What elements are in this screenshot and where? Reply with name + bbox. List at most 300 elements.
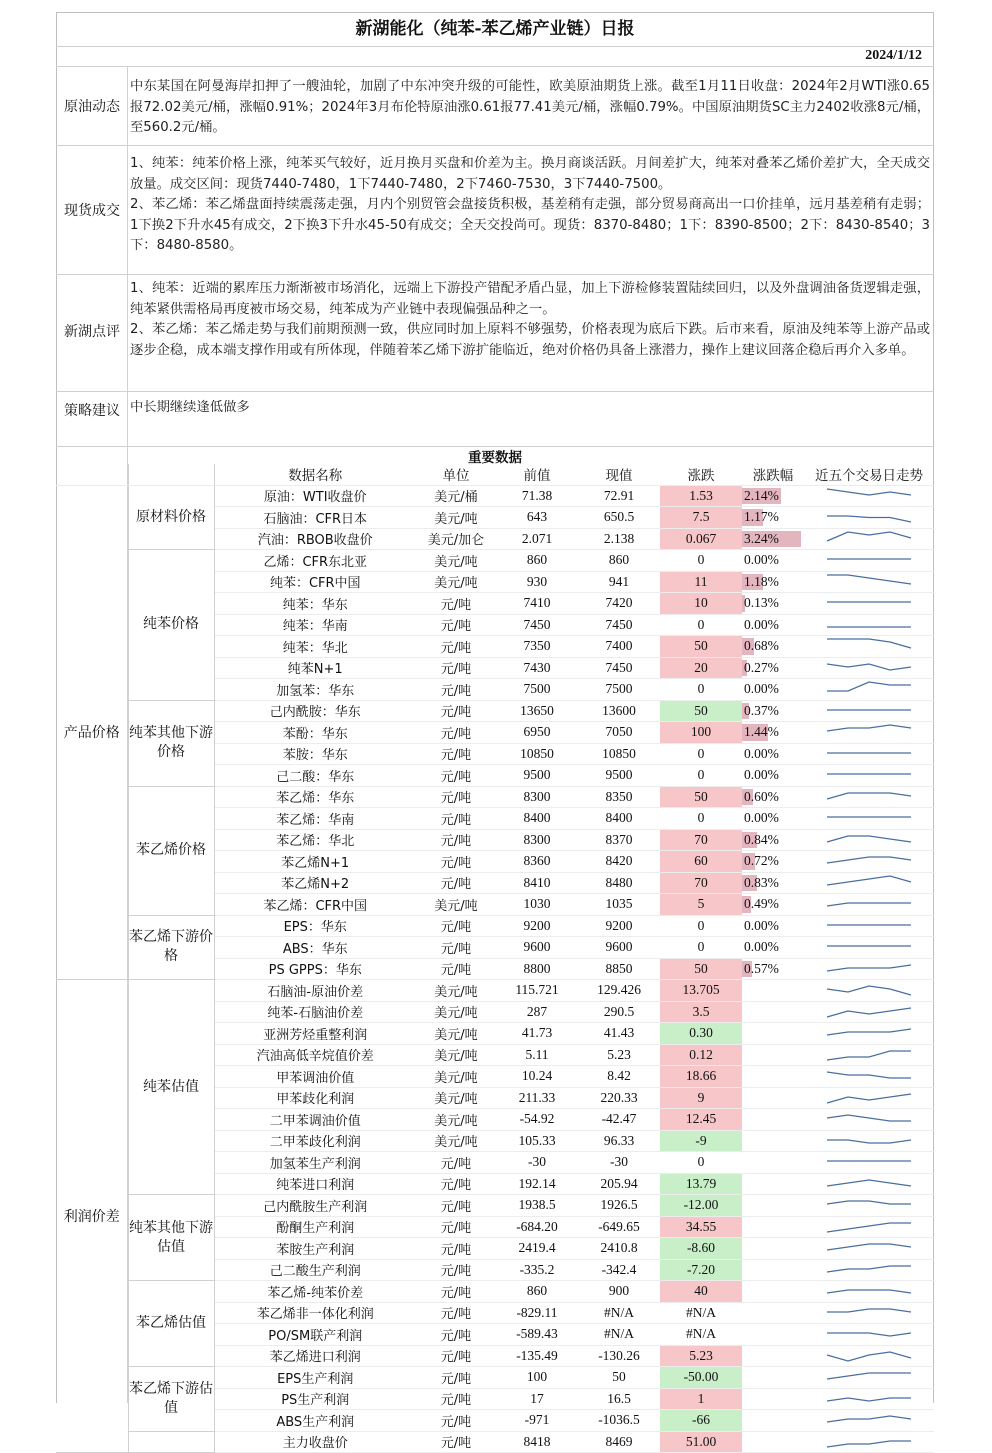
percent-text: 1.44% (744, 724, 779, 740)
sparkline (821, 530, 917, 548)
change-percent (742, 593, 804, 615)
sparkline (821, 594, 917, 612)
trend-cell (804, 958, 934, 980)
change-value: 20 (660, 657, 742, 679)
item-name: 苯乙烯：华南 (214, 808, 416, 830)
change-percent (742, 872, 804, 894)
change-value: 0 (660, 808, 742, 830)
item-name: 苯乙烯-纯苯价差 (214, 1281, 416, 1303)
percent-text: 0.60% (744, 788, 779, 804)
prev-value: 7500 (496, 679, 578, 701)
trend-cell (804, 786, 934, 808)
trend-cell (804, 1367, 934, 1389)
item-unit: 美元/吨 (416, 1044, 496, 1066)
current-value: 7400 (578, 636, 660, 658)
header-cell: 现值 (578, 464, 660, 485)
change-value: 60 (660, 851, 742, 873)
item-unit: 元/吨 (416, 743, 496, 765)
item-name: 己内酰胺生产利润 (214, 1195, 416, 1217)
change-percent (742, 765, 804, 787)
item-unit: 美元/桶 (416, 485, 496, 507)
percent-text: 1.17% (744, 509, 779, 525)
item-name: 苯胺生产利润 (214, 1238, 416, 1260)
item-name: 苯胺：华东 (214, 743, 416, 765)
prev-value: 8300 (496, 829, 578, 851)
sparkline (821, 1433, 917, 1451)
item-name: 甲苯调油价值 (214, 1066, 416, 1088)
section-paragraph: 1、纯苯：近端的累库压力渐渐被市场消化，远端上下游投产错配矛盾凸显，加上下游检修装置陆续回归，以及外盘调油备货逻辑走强，纯苯紧供需格局再度被市场交易，纯苯成为产业链中表现偏强品种之一。 (130, 281, 930, 317)
subcategory-label: 纯苯其他下游估值 (128, 1195, 214, 1281)
current-value: 9600 (578, 937, 660, 959)
current-value: 2410.8 (578, 1238, 660, 1260)
change-value: 0.067 (660, 528, 742, 550)
prev-value: 1030 (496, 894, 578, 916)
section-paragraph: 2、苯乙烯：苯乙烯走势与我们前期预测一致，供应同时加上原料不够强势，价格表现为底后下跌。后市来看，原油及纯苯等上游产品或逐步企稳，成本端支撑作用或有所体现，伴随着苯乙烯下游扩能临近，绝对价格仍具备上涨潜力，操作上建议回落企稳后再介入多单。 (130, 322, 930, 358)
table-row (56, 915, 934, 937)
section-paragraph: 中东某国在阿曼海岸扣押了一艘油轮，加剧了中东冲突升级的可能性，欧美原油期货上涨。截至1月11日收盘：2024年2月WTI涨0.65报72.02美元/桶，涨幅0.91%；2024年3月布伦特原油涨0.61报77.41美元/桶，涨幅0.79%。中国原油期货SC主力2402收涨8元/桶，至560.2元/桶。 (130, 79, 930, 135)
item-name: 酚酮生产利润 (214, 1216, 416, 1238)
prev-value: 10850 (496, 743, 578, 765)
change-value: -66 (660, 1410, 742, 1432)
trend-cell (804, 1324, 934, 1346)
change-percent (742, 1087, 804, 1109)
item-name: 纯苯：华南 (214, 614, 416, 636)
item-name: 主力收盘价 (214, 1431, 416, 1453)
sparkline (821, 1153, 917, 1171)
trend-cell (804, 894, 934, 916)
prev-value: 13650 (496, 700, 578, 722)
subcategory-label: 原材料价格 (128, 485, 214, 550)
sparkline (821, 1282, 917, 1300)
change-value: -9 (660, 1130, 742, 1152)
item-unit: 美元/吨 (416, 1130, 496, 1152)
prev-value: 192.14 (496, 1173, 578, 1195)
item-name: 石脑油：CFR日本 (214, 507, 416, 529)
item-name: 石脑油-原油价差 (214, 980, 416, 1002)
trend-cell (804, 1023, 934, 1045)
sparkline (821, 1196, 917, 1214)
item-unit: 美元/吨 (416, 507, 496, 529)
current-value: 7050 (578, 722, 660, 744)
item-unit: 美元/吨 (416, 980, 496, 1002)
category-label: 利润价差 (56, 980, 128, 1453)
prev-value: 2419.4 (496, 1238, 578, 1260)
current-value: 8400 (578, 808, 660, 830)
current-value: 650.5 (578, 507, 660, 529)
change-percent (742, 1367, 804, 1389)
header-cell: 单位 (416, 464, 496, 485)
section-strategy (56, 391, 934, 447)
sparkline-path (827, 1244, 911, 1250)
current-value: 941 (578, 571, 660, 593)
prev-value: 9600 (496, 937, 578, 959)
trend-cell (804, 1388, 934, 1410)
item-unit: 美元/吨 (416, 1001, 496, 1023)
change-value: 100 (660, 722, 742, 744)
change-value: 50 (660, 700, 742, 722)
trend-cell (804, 1195, 934, 1217)
percent-text: 3.24% (744, 530, 779, 546)
item-unit: 美元/吨 (416, 1023, 496, 1045)
trend-cell (804, 636, 934, 658)
sparkline-path (827, 836, 911, 842)
current-value: #N/A (578, 1324, 660, 1346)
change-value: #N/A (660, 1302, 742, 1324)
sparkline (821, 788, 917, 806)
sparkline-path (827, 857, 911, 863)
trend-cell (804, 1302, 934, 1324)
percent-text: 1.18% (744, 573, 779, 589)
sparkline-path (827, 1290, 911, 1293)
prev-value: -30 (496, 1152, 578, 1174)
change-value: 0 (660, 550, 742, 572)
prev-value: 105.33 (496, 1130, 578, 1152)
item-name: PS生产利润 (214, 1388, 416, 1410)
prev-value: 9200 (496, 915, 578, 937)
section-crude (56, 66, 934, 145)
item-name: 二甲苯调油价值 (214, 1109, 416, 1131)
prev-value: -589.43 (496, 1324, 578, 1346)
trend-cell (804, 1152, 934, 1174)
table-row (56, 700, 934, 722)
percent-text: 0.00% (744, 552, 779, 568)
current-value: 7450 (578, 657, 660, 679)
current-value: #N/A (578, 1302, 660, 1324)
important-data-title: 重要数据 (468, 450, 522, 466)
change-value: 3.5 (660, 1001, 742, 1023)
table-row (56, 1431, 934, 1453)
sparkline (821, 809, 917, 827)
trend-cell (804, 829, 934, 851)
item-unit: 元/吨 (416, 1367, 496, 1389)
sparkline (821, 680, 917, 698)
item-unit: 元/吨 (416, 872, 496, 894)
prev-value: 1938.5 (496, 1195, 578, 1217)
header-blank (56, 464, 128, 485)
percent-text: 0.00% (744, 616, 779, 632)
header-cell: 涨跌幅 (742, 464, 804, 485)
current-value: -342.4 (578, 1259, 660, 1281)
trend-cell (804, 550, 934, 572)
change-value: 12.45 (660, 1109, 742, 1131)
prev-value: 7450 (496, 614, 578, 636)
current-value: 129.426 (578, 980, 660, 1002)
change-percent (742, 657, 804, 679)
percent-text: 0.83% (744, 874, 779, 890)
item-name: 加氢苯生产利润 (214, 1152, 416, 1174)
table-row (56, 485, 934, 507)
item-name: 苯乙烯进口利润 (214, 1345, 416, 1367)
header-blank (128, 464, 214, 485)
item-name: 苯乙烯N+2 (214, 872, 416, 894)
current-value: 10850 (578, 743, 660, 765)
prev-value: 9500 (496, 765, 578, 787)
sparkline (821, 895, 917, 913)
subcategory-label: 苯乙烯估值 (128, 1281, 214, 1367)
sparkline (821, 1390, 917, 1408)
change-value: 13.705 (660, 980, 742, 1002)
sparkline (821, 487, 917, 505)
trend-cell (804, 937, 934, 959)
percent-text: 0.72% (744, 853, 779, 869)
sparkline-path (827, 1352, 911, 1361)
item-name: PS GPPS：华东 (214, 958, 416, 980)
item-name: 纯苯进口利润 (214, 1173, 416, 1195)
change-percent (742, 550, 804, 572)
item-unit: 元/吨 (416, 636, 496, 658)
current-value: 41.43 (578, 1023, 660, 1045)
sparkline-path (827, 1333, 911, 1336)
trend-cell (804, 1173, 934, 1195)
change-percent (742, 636, 804, 658)
current-value: 220.33 (578, 1087, 660, 1109)
current-value: 96.33 (578, 1130, 660, 1152)
subcategory-label: 纯苯其他下游价格 (128, 700, 214, 786)
sparkline (821, 981, 917, 999)
item-unit: 元/吨 (416, 786, 496, 808)
sparkline (821, 723, 917, 741)
current-value: -130.26 (578, 1345, 660, 1367)
item-name: 苯乙烯：CFR中国 (214, 894, 416, 916)
item-name: 苯乙烯非一体化利润 (214, 1302, 416, 1324)
important-data-table (56, 464, 934, 1453)
item-name: 苯乙烯N+1 (214, 851, 416, 873)
category-label: 产品价格 (56, 485, 128, 980)
item-name: PO/SM联产利润 (214, 1324, 416, 1346)
item-unit: 元/吨 (416, 1410, 496, 1432)
change-value: 1 (660, 1388, 742, 1410)
sparkline (821, 917, 917, 935)
sparkline-path (827, 1266, 911, 1272)
sparkline (821, 1175, 917, 1193)
change-percent (742, 528, 804, 550)
change-percent (742, 1410, 804, 1432)
sparkline-path (827, 725, 911, 731)
trend-cell (804, 722, 934, 744)
section-paragraph: 中长期继续逢低做多 (130, 400, 250, 415)
percent-text: 0.68% (744, 638, 779, 654)
change-percent (742, 571, 804, 593)
change-value: 0.12 (660, 1044, 742, 1066)
item-unit: 元/吨 (416, 937, 496, 959)
prev-value: -829.11 (496, 1302, 578, 1324)
change-value: 0 (660, 1152, 742, 1174)
item-name: 原油：WTI收盘价 (214, 485, 416, 507)
sparkline-path (827, 793, 911, 799)
trend-cell (804, 1345, 934, 1367)
sparkline (821, 1368, 917, 1386)
change-value: 0 (660, 679, 742, 701)
change-value: 51.00 (660, 1431, 742, 1453)
prev-value: 7350 (496, 636, 578, 658)
trend-cell (804, 808, 934, 830)
change-value: 0 (660, 765, 742, 787)
subcategory-label: 苯乙烯下游估值 (128, 1367, 214, 1432)
percent-text: 0.13% (744, 595, 779, 611)
prev-value: 17 (496, 1388, 578, 1410)
report-date: 2024/1/12 (865, 48, 922, 63)
change-percent (742, 1259, 804, 1281)
percent-text: 0.00% (744, 939, 779, 955)
trend-cell (804, 1044, 934, 1066)
change-percent (742, 679, 804, 701)
percent-text: 0.27% (744, 659, 779, 675)
item-unit: 元/吨 (416, 700, 496, 722)
item-unit: 元/吨 (416, 1388, 496, 1410)
section-text (130, 398, 930, 419)
prev-value: -971 (496, 1410, 578, 1432)
change-value: 9 (660, 1087, 742, 1109)
change-value: -7.20 (660, 1259, 742, 1281)
change-value: 18.66 (660, 1066, 742, 1088)
trend-cell (804, 1410, 934, 1432)
current-value: 1926.5 (578, 1195, 660, 1217)
change-percent (742, 1023, 804, 1045)
item-unit: 元/吨 (416, 1281, 496, 1303)
item-unit: 元/吨 (416, 958, 496, 980)
item-name: ABS生产利润 (214, 1410, 416, 1432)
change-percent (742, 507, 804, 529)
change-value: #N/A (660, 1324, 742, 1346)
sparkline (821, 745, 917, 763)
trend-cell (804, 872, 934, 894)
current-value: 7500 (578, 679, 660, 701)
sparkline (821, 1132, 917, 1150)
trend-cell (804, 700, 934, 722)
change-percent (742, 1431, 804, 1453)
sparkline-path (827, 1094, 911, 1103)
current-value: 7420 (578, 593, 660, 615)
change-percent (742, 1238, 804, 1260)
section-label: 新湖点评 (64, 324, 120, 340)
item-name: 己二酸：华东 (214, 765, 416, 787)
item-unit: 元/吨 (416, 1302, 496, 1324)
current-value: -649.65 (578, 1216, 660, 1238)
item-name: 纯苯-石脑油价差 (214, 1001, 416, 1023)
prev-value: 8410 (496, 872, 578, 894)
change-percent (742, 1302, 804, 1324)
sparkline-path (827, 1441, 911, 1447)
change-percent (742, 1388, 804, 1410)
percent-text: 0.00% (744, 681, 779, 697)
sparkline (821, 1239, 917, 1257)
change-value: 5 (660, 894, 742, 916)
item-unit: 元/吨 (416, 1195, 496, 1217)
item-name: 汽油高低辛烷值价差 (214, 1044, 416, 1066)
trend-cell (804, 1238, 934, 1260)
header-cell: 数据名称 (214, 464, 416, 485)
item-unit: 元/吨 (416, 1152, 496, 1174)
change-percent (742, 1195, 804, 1217)
prev-value: 287 (496, 1001, 578, 1023)
current-value: 8850 (578, 958, 660, 980)
trend-cell (804, 1066, 934, 1088)
section-text (130, 279, 930, 361)
prev-value: 8300 (496, 786, 578, 808)
item-name: 苯乙烯：华北 (214, 829, 416, 851)
percent-text: 0.00% (744, 917, 779, 933)
sparkline-path (827, 903, 911, 906)
sparkline (821, 637, 917, 655)
prev-value: 8400 (496, 808, 578, 830)
item-name: 汽油：RBOB收盘价 (214, 528, 416, 550)
header-cell: 前值 (496, 464, 578, 485)
change-percent (742, 614, 804, 636)
change-percent (742, 1216, 804, 1238)
item-name: 亚洲芳烃重整利润 (214, 1023, 416, 1045)
sparkline-path (827, 876, 911, 885)
change-percent (742, 958, 804, 980)
change-percent (742, 1044, 804, 1066)
table-row (56, 1281, 934, 1303)
sparkline-path (827, 965, 911, 971)
change-percent (742, 915, 804, 937)
sparkline-path (827, 986, 911, 995)
item-name: 乙烯：CFR东北亚 (214, 550, 416, 572)
item-unit: 元/吨 (416, 1259, 496, 1281)
item-unit: 元/吨 (416, 1238, 496, 1260)
item-unit: 美元/加仑 (416, 528, 496, 550)
sparkline-path (827, 639, 911, 648)
prev-value: 6950 (496, 722, 578, 744)
sparkline-path (827, 1416, 911, 1422)
sparkline-path (827, 1051, 911, 1060)
change-value: 11 (660, 571, 742, 593)
item-name: 加氢苯：华东 (214, 679, 416, 701)
item-name: 纯苯N+1 (214, 657, 416, 679)
change-percent (742, 829, 804, 851)
prev-value: 71.38 (496, 485, 578, 507)
trend-cell (804, 1001, 934, 1023)
trend-cell (804, 851, 934, 873)
sparkline (821, 1304, 917, 1322)
sparkline (821, 938, 917, 956)
sparkline (821, 1024, 917, 1042)
prev-value: 2.071 (496, 528, 578, 550)
change-percent (742, 1130, 804, 1152)
change-value: 0 (660, 614, 742, 636)
sparkline (821, 766, 917, 784)
percent-text: 0.00% (744, 810, 779, 826)
change-percent (742, 808, 804, 830)
current-value: 13600 (578, 700, 660, 722)
sparkline-path (827, 1008, 911, 1017)
prev-value: 860 (496, 550, 578, 572)
sparkline-path (827, 1223, 911, 1232)
header-cell: 涨跌 (660, 464, 742, 485)
section-label: 现货成交 (64, 203, 120, 219)
table-row (56, 980, 934, 1002)
section-comment (56, 274, 934, 391)
percent-text: 0.57% (744, 960, 779, 976)
change-percent (742, 1324, 804, 1346)
sparkline (821, 508, 917, 526)
current-value: -1036.5 (578, 1410, 660, 1432)
change-value: 0 (660, 743, 742, 765)
current-value: 8370 (578, 829, 660, 851)
trend-cell (804, 528, 934, 550)
sparkline (821, 1110, 917, 1128)
table-row (56, 786, 934, 808)
current-value: -42.47 (578, 1109, 660, 1131)
sparkline (821, 1003, 917, 1021)
item-unit: 元/吨 (416, 829, 496, 851)
current-value: 860 (578, 550, 660, 572)
change-percent (742, 1281, 804, 1303)
current-value: 8469 (578, 1431, 660, 1453)
sparkline-path (827, 1072, 911, 1078)
change-percent (742, 485, 804, 507)
